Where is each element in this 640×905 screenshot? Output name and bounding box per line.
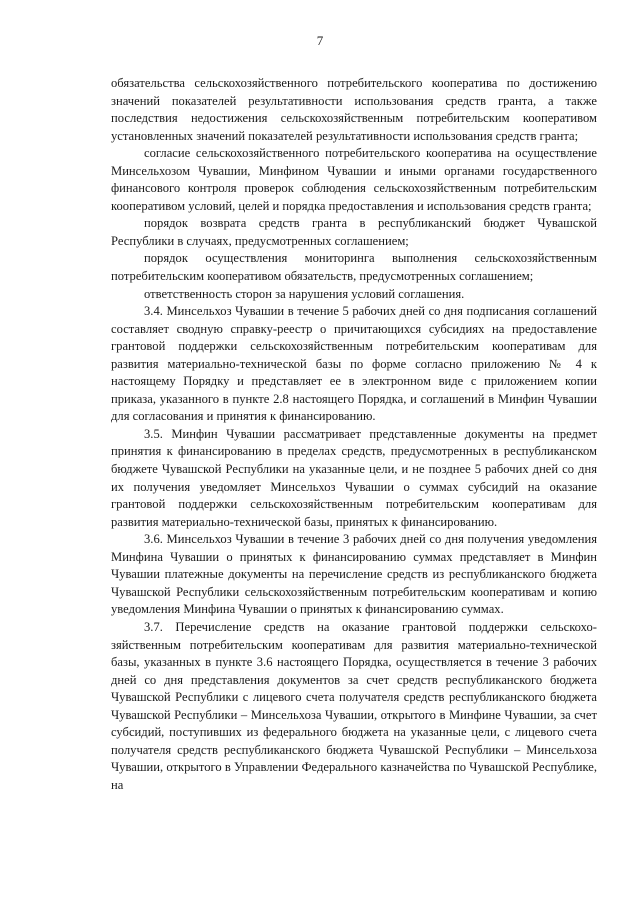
paragraph-grant-return-procedure: порядок возврата средств гранта в республиканский бюджет Чувашской Республики в случаях, предусмотренных соглашением; [111,216,597,248]
paragraph-cooperative-obligations: обязательства сельскохозяйственного потребительского кооператива по достижению значений показателей результативности использования средств гранта, а также последствия недостижения сельскохозяйственным потребительским кооперативом установленных значений показателей результативности использования средств гранта; [111,76,597,143]
paragraph-clause-3-4: 3.4. Минсельхоз Чувашии в течение 5 рабочих дней со дня подписания соглашений составляет сводную справку-реестр о причитающихся субсидиях на предоставление грантовой поддержки сельскохозяйственным потребительским кооперативам для развития материально-технической базы по форме согласно приложению № 4 к настоящему Порядку и представляет ее в электронном виде с приложением копии приказа, указанного в пункте 2.8 настоящего Порядка, и соглашений в Минфин Чувашии для согласования и принятия к финансированию. [111,304,597,424]
document-body [111,75,597,794]
paragraph-clause-3-6: 3.6. Минсельхоз Чувашии в течение 3 рабочих дней со дня получения уведомления Минфина Чувашии о принятых к финансированию суммах представляет в Минфин Чувашии платежные документы на перечисление средств из республиканского бюджета Чувашской Республики сельскохозяйственным потребительским кооперативам и копию уведомления Минфина Чувашии о принятых к финансированию суммах. [111,532,597,617]
paragraph-monitoring-procedure: порядок осуществления мониторинга выполнения сельскохозяйственным потребительским кооперативом обязательств, предусмотренных соглашением; [111,251,597,284]
paragraph-clause-3-7: 3.7. Перечисление средств на оказание грантовой поддержки сельскохозяйственным потребительским кооперативам для развития материально-технической базы, указанных в пункте 3.6 настоящего Порядка, осуществляется в течение 3 рабочих дней со дня представления документов за счет средств республиканского бюджета Чувашской Республики с лицевого счета получателя средств республиканского бюджета Чувашской Республики – Минсельхоза Чувашии, открытого в Минфине Чувашии, за счет субсидий, поступивших из федерального бюджета на указанные цели, с лицевого счета получателя средств республиканского бюджета Чувашской Республики – Минсельхоза Чувашии, открытого в Управлении Федерального казначейства по Чувашской Республике, на [111,619,597,792]
paragraph-party-liability: ответственность сторон за нарушения условий соглашения. [144,286,465,301]
page-number: 7 [316,33,324,48]
paragraph-clause-3-5: 3.5. Минфин Чувашии рассматривает представленные документы на предмет принятия к финансированию в пределах средств, предусмотренных в республиканском бюджете Чувашской Республики на указанные цели, и не позднее 5 рабочих дней со дня их получения уведомляет Минсельхоз Чувашии о суммах субсидий на оказание грантовой поддержки сельскохозяйственным потребительским кооперативам для развития материально-технической базы, принятых к финансированию. [111,426,597,529]
paragraph-inspection-consent: согласие сельскохозяйственного потребительского кооператива на осуществление Минсельхозом Чувашии, Минфином Чувашии и иными органами государственного финансового контроля проверок соблюдения сельскохозяйственным потребительским кооперативом условий, целей и порядка предоставления и использования средств гранта; [111,146,597,213]
